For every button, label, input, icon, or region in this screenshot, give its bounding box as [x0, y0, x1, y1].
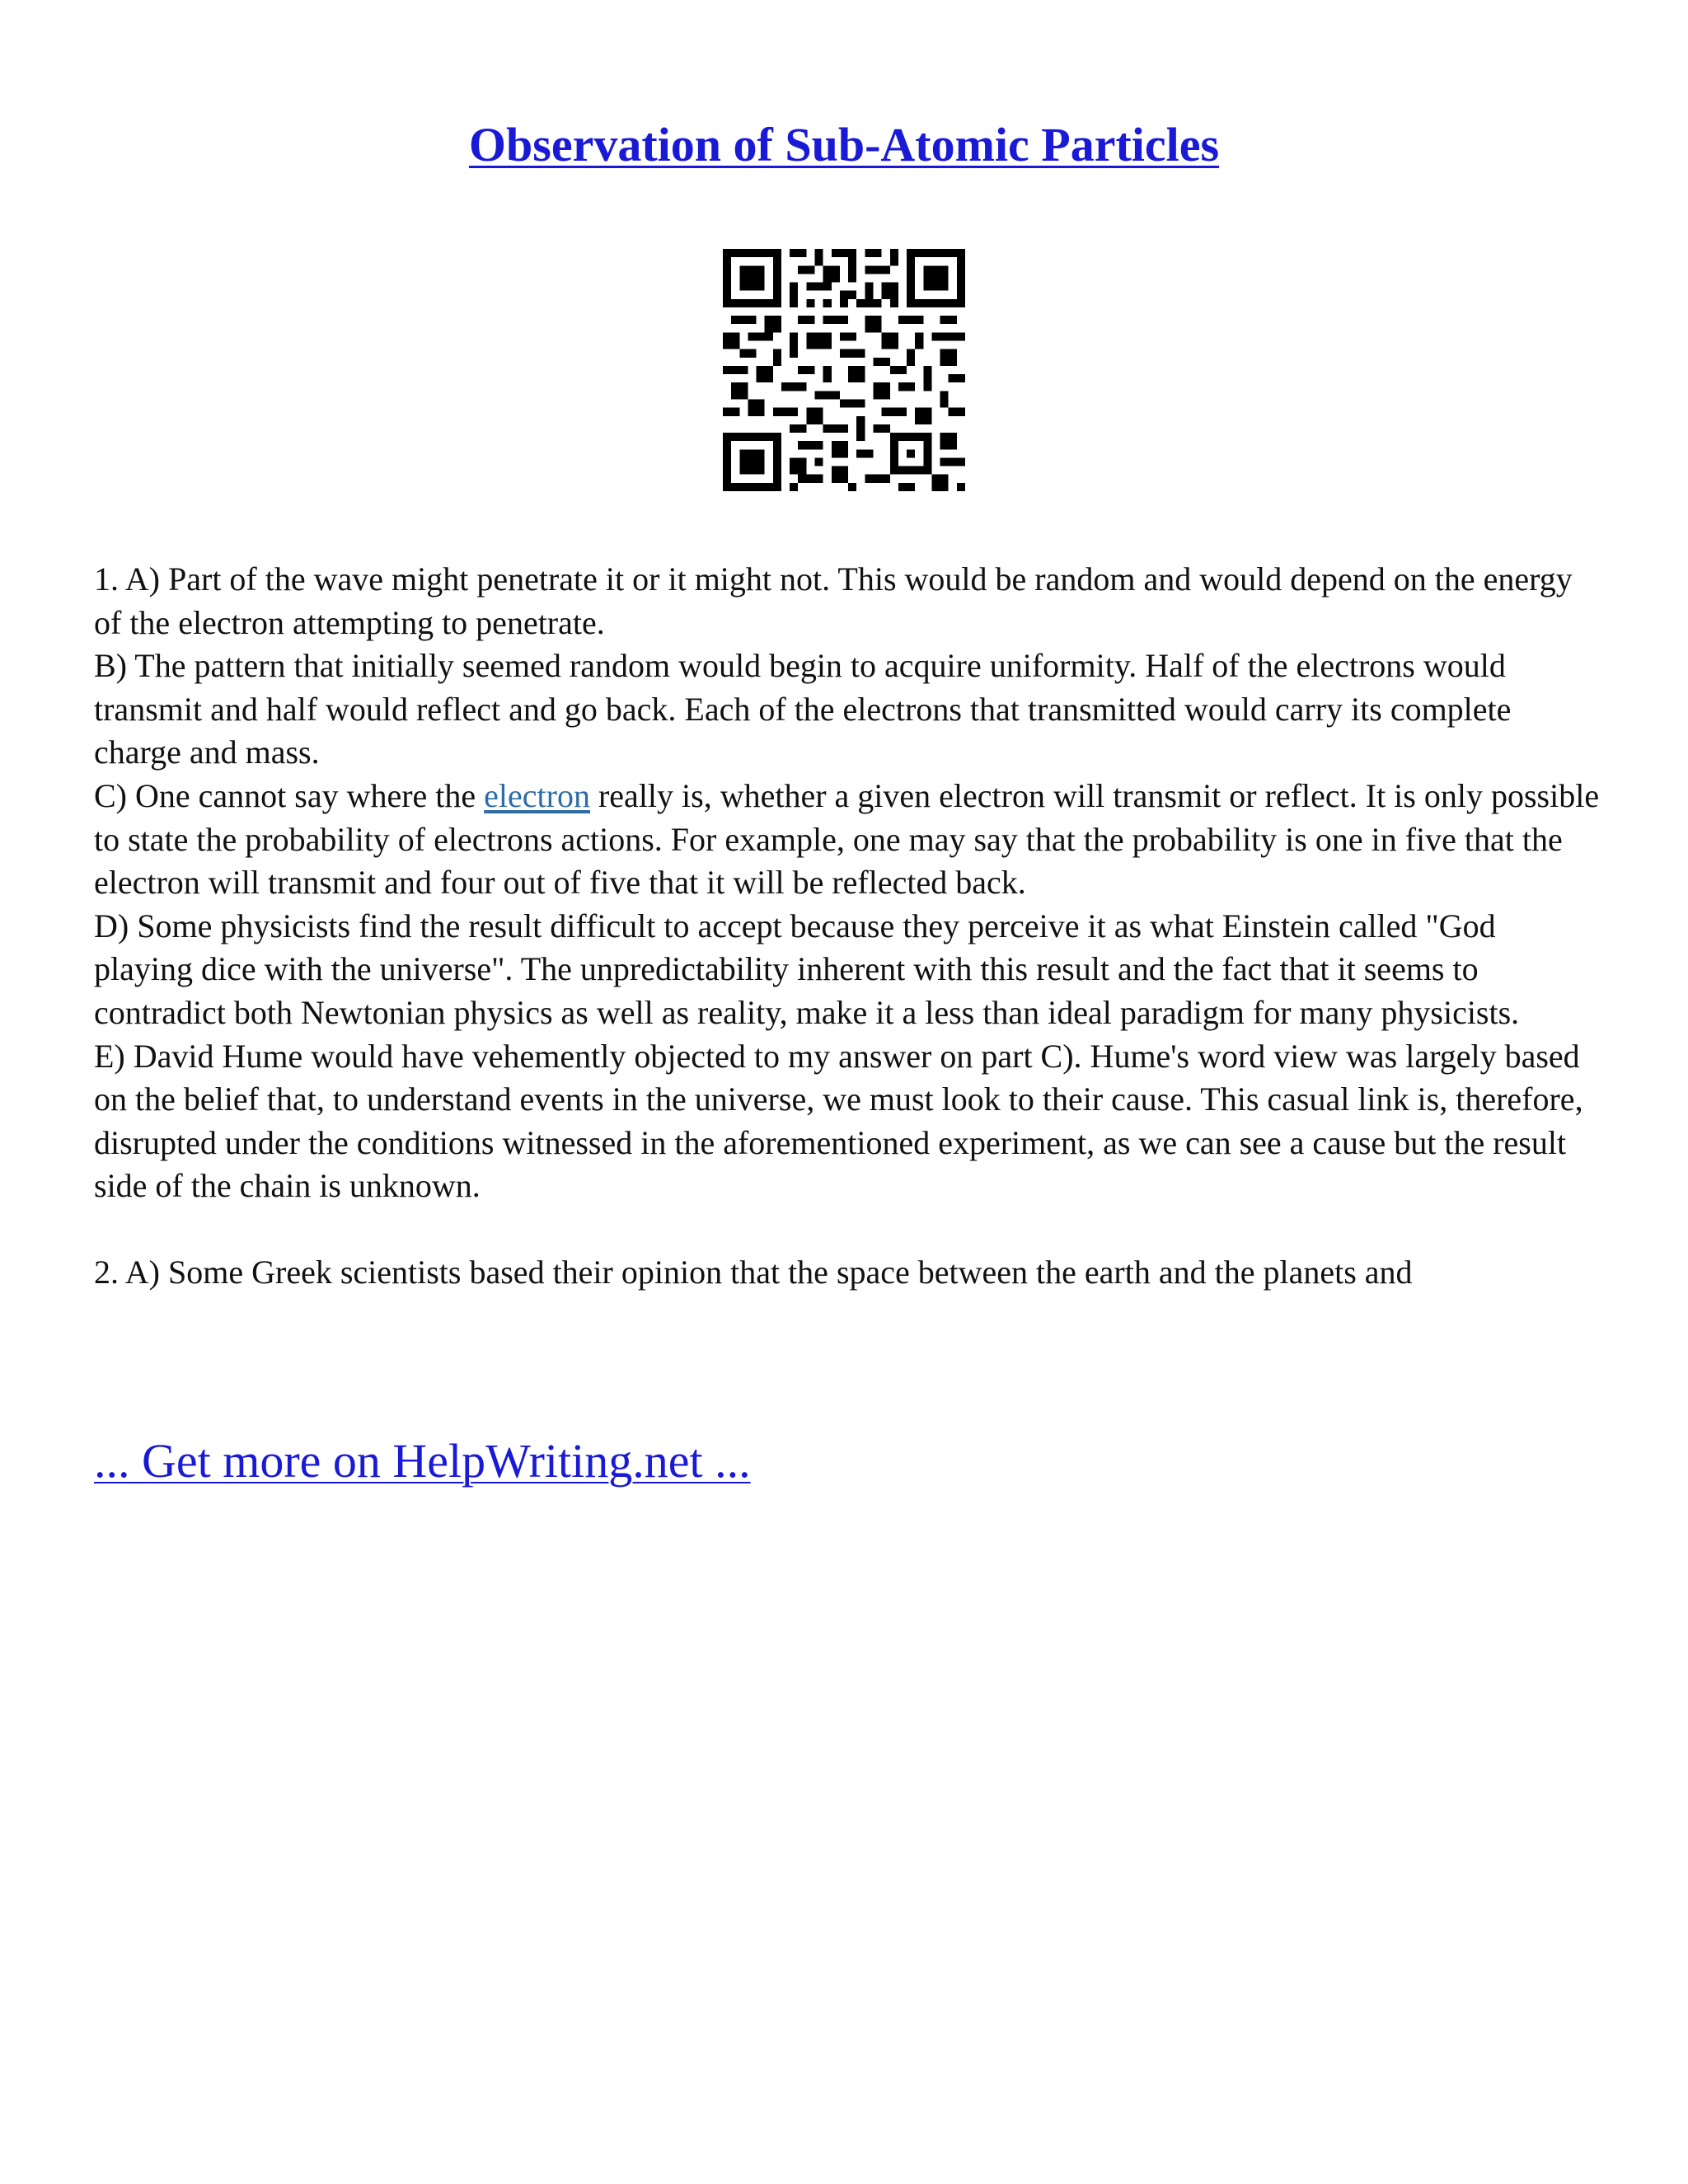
- paragraph-1b: B) The pattern that initially seemed random would begin to acquire uniformity. Half of the electrons would transmit and half would reflect and go back. Each of the electrons that transmitted would carry its complete charge and mass.: [94, 647, 1512, 771]
- get-more-link[interactable]: ... Get more on HelpWriting.net ...: [94, 1434, 751, 1488]
- paragraph-1c-start: C) One cannot say where the: [94, 776, 485, 814]
- paragraph-1a: 1. A) Part of the wave might penetrate it or it might not. This would be random and would depend on the energy of the electron attempting to penetrate.: [94, 560, 1573, 641]
- paragraph-2a: 2. A) Some Greek scientists based their opinion that the space between the earth and the planets and: [94, 1253, 1413, 1291]
- qr-code: [723, 249, 965, 491]
- paragraph-1d: D) Some physicists find the result difficult to accept because they perceive it as what Einstein called "God playing dice with the universe". The unpredictability inherent with this result and the fact that it seems to contradict both Newtonian physics as well as reality, make it a less than ideal paradigm for many physicists.: [94, 907, 1520, 1031]
- title-link[interactable]: Observation of Sub-Atomic Particles: [468, 118, 1220, 171]
- paragraph-1c-end: really is, whether a given electron will transmit or reflect. It is only possible to state the probability of electrons actions. For example, one may say that the probability is one in five that the electron will transmit and four out of five that it will be reflected back.: [94, 776, 1600, 902]
- page-title: [0, 114, 1688, 176]
- electron-link[interactable]: electron: [484, 776, 590, 814]
- paragraph-1c: [94, 775, 1602, 905]
- get-more-link-container: [94, 1430, 751, 1493]
- document-body: [94, 558, 1602, 1295]
- paragraph-gap: [94, 1208, 1602, 1251]
- paragraph-1e: E) David Hume would have vehemently objected to my answer on part C). Hume's word view was largely based on the belief that, to understand events in the universe, we must look to their cause. This casual link is, therefore, disrupted under the conditions witnessed in the aforementioned experiment, as we can see a cause but the result side of the chain is unknown.: [94, 1037, 1583, 1205]
